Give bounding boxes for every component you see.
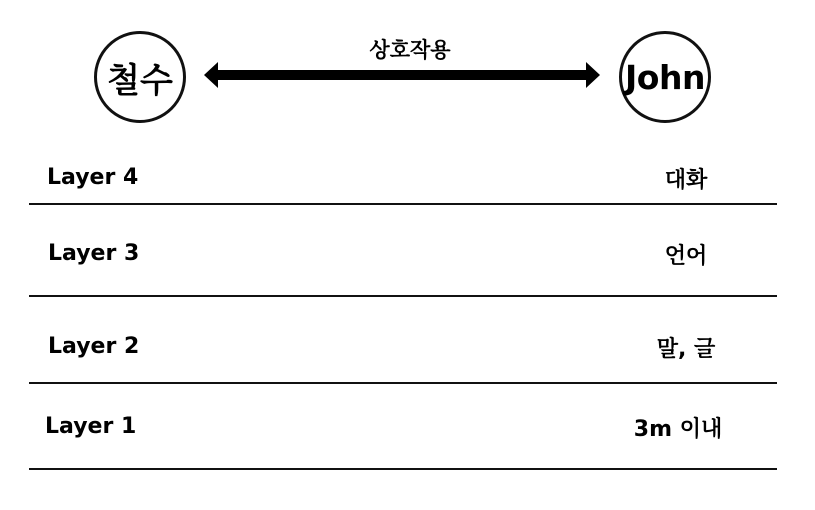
layer-2-name: Layer 2 <box>48 334 140 359</box>
person-label-john: John <box>625 57 705 97</box>
layer-4-value: 대화 <box>664 168 708 193</box>
layer-2-value: 말, 글 <box>656 337 716 362</box>
layer-1-name: Layer 1 <box>45 414 137 439</box>
arrow-head-right <box>586 62 600 88</box>
layer-1-value: 3m 이내 <box>633 417 723 442</box>
layer-4-name: Layer 4 <box>47 165 139 190</box>
interaction-label: 상호작용 <box>369 38 451 62</box>
person-node-cheolsu <box>94 31 186 123</box>
double-arrow <box>200 58 605 92</box>
arrow-head-left <box>204 62 218 88</box>
layer-divider <box>29 295 777 297</box>
person-node-john <box>619 31 711 123</box>
layer-divider <box>29 468 777 470</box>
layer-3-name: Layer 3 <box>48 241 140 266</box>
person-label-cheolsu: 철수 <box>107 60 173 101</box>
layer-divider <box>29 203 777 205</box>
layer-divider <box>29 382 777 384</box>
layer-3-value: 언어 <box>664 244 708 269</box>
arrow-shaft <box>216 70 589 80</box>
